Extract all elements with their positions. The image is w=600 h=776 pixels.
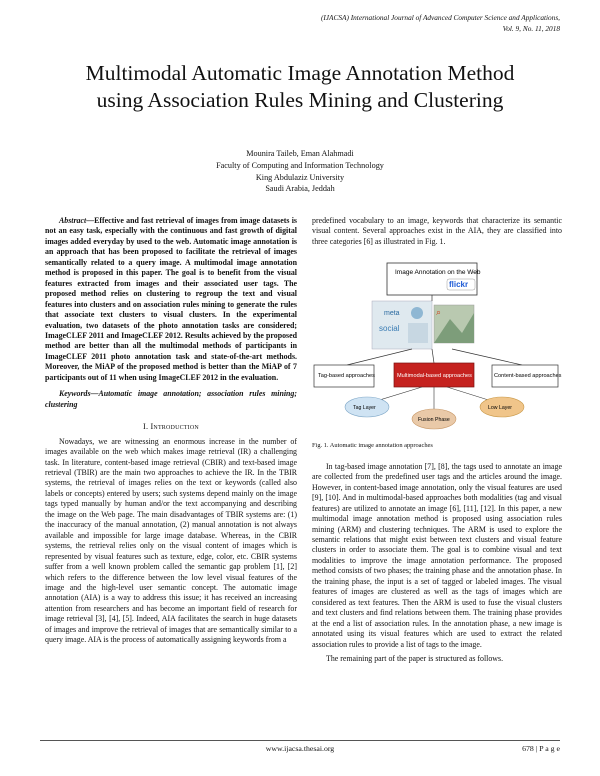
connector-left (347, 349, 412, 365)
page-number: 678 | P a g e (522, 744, 560, 753)
collage-photo (408, 323, 428, 343)
meta-word: meta (384, 310, 400, 318)
social-word: social (379, 324, 400, 334)
content-based-label: Content-based approaches (494, 373, 562, 380)
journal-volume: Vol. 9, No. 11, 2018 (502, 23, 560, 33)
section-number: I. (143, 422, 149, 432)
tag-layer-label: Tag Layer (353, 405, 376, 412)
collage-circle (411, 307, 423, 319)
figure-1 (312, 253, 562, 435)
flickr-logo: flickr (449, 280, 469, 290)
affiliation-line-3: Saudi Arabia, Jeddah (265, 184, 335, 194)
connector-center (432, 349, 434, 363)
search-glyph: ⌕ (436, 307, 442, 318)
figure-caption: Fig. 1. Automatic image annotation approaches (312, 442, 433, 450)
figure-1-diagram (312, 253, 562, 435)
intro-paragraph: Nowadays, we are witnessing an enormous increase in the number of images available on the web which makes image retrieval (IR) a challenging task. In literature, content-based image retrieval (CBIR) and text-based image retrieval (TBIR) are the main two approaches to achieve the IR. In the TBIR systems, the retrieval of images relies on the text or keywords (called also labels or concepts) entered by users; such systems depend mainly on the image tags typed manually by human and/or the text accompanying and describing the image on the Web page. The main disadvantages of TBIR systems are: (1) the inaccuracy of the manual annotation, (2) manual annotation is not always available and impossible for large image database. Whereas, in the CBIR systems, the retrieval relies only on the visual content of images which is represented by visual features such as texture, edge, color, etc. CBIR systems suffer from a well known problem called the semantic gap problem [1], [2] which refers to the difference between the low level visual features of the image and the high-level user semantic concept. The automatic image annotation (AIA) is a way to address this issue; it has received an increasing attention from researchers and has become an important field of research for image retrieval [3], [4], [5]. Indeed, AIA facilitates the search in huge datasets of images and improve the retrieval of images that are semantically similar to a query image. AIA is the process of automatically assigning keywords from a (45, 436, 297, 645)
abstract-label: Abstract (59, 216, 87, 225)
author-names: Mounira Taileb, Eman Alahmadi (246, 149, 354, 158)
paper-title (40, 60, 560, 114)
title-line-2: using Association Rules Mining and Clustering (96, 88, 504, 112)
section-title: Introduction (150, 422, 199, 432)
connector-right (452, 349, 522, 365)
multimodal-label: Multimodal-based approaches (397, 373, 472, 380)
fusion-label: Fusion Phase (418, 417, 450, 424)
left-column (45, 216, 297, 646)
keywords: Keywords—Automatic image annotation; association rules mining; clustering (45, 389, 297, 409)
journal-header (321, 13, 560, 34)
closing-paragraph: The remaining part of the paper is structured as follows. (326, 653, 504, 663)
title-line-1: Multimodal Automatic Image Annotation Method (85, 61, 515, 85)
continued-paragraph: predefined vocabulary to an image, keywords that characterize its semantic visual content. Several approaches exist in the AIA, they are classified into three categories [6] as illustrated in Fig. 1. (312, 216, 562, 246)
affiliation-line-1: Faculty of Computing and Information Technology (216, 160, 384, 170)
affiliation-line-2: King Abdulaziz University (255, 172, 345, 182)
tag-based-label: Tag-based approaches (318, 373, 375, 380)
author-block (0, 148, 600, 195)
body-paragraph: In tag-based image annotation [7], [8], the tags used to annotate an image are collected from the predefined user tags and the articles around the image. However, in content-based image annotation, only the visual features are used [9], [10]. And in multimodal-based approaches both modalities (tag and visual features) are utilized to annotate an image [6], [11], [12]. In this paper, a new multimodal image annotation method is proposed using association rules mining (ARM) and clustering techniques. The ARM is used to explore the semantic relations that might exist between text clusters and visual feature clusters in order to associate them. The goal is to combine visual and text modalities to improve the image annotation performance. The proposed method consists of two phases; the training phase and the annotation phase. In the training phase, the input is a set of tagged or labeled images. The visual features of images are clustered as well as the tags of images which are considered as text features. Then the ARM is used to fuse the visual clusters and text clusters and find relations between them. The training phase provides at the end a list of association rules. In the annotation phase, a new image is annotated using its visual features which are used to extract the related association rules to provide a list of tags to the image. (312, 461, 562, 649)
section-heading-introduction (45, 422, 297, 432)
abstract-text: —Effective and fast retrieval of images from image datasets is not an easy task, especially with the continuous and fast growth of digital images added everyday by used to the web. Automatic image annotation is an approach that has been proposed to facilitate the retrieval of images semantically related to a query image. A multimodal image annotation method is proposed in this paper. The goal is to benefit from the visual features extracted from images and their associated user tags. The proposed method relies on clustering to regroup the text and visual features into clusters and on association rules mining to generate the rules that associate text clusters to visual clusters. In the experimental evaluation, two datasets of the photo annotation tasks are considered; ImageCLEF 2011 and ImageCLEF 2012. Results achieved by the proposed method are better than all the multimodal methods of participants in ImageCLEF 2011 photo annotation task and state-of-the-art methods. Moreover, the MiAP of the proposed method is better than the MiAP of 7 participants out of 11 when using ImageCLEF 2012 in the evaluation. (45, 216, 297, 382)
low-layer-label: Low Layer (488, 405, 512, 412)
top-box-label: Image Annotation on the Web (395, 269, 481, 277)
right-column (312, 216, 562, 664)
journal-name: (IJACSA) International Journal of Advanced Computer Science and Applications, (320, 13, 560, 22)
footer-rule (40, 740, 560, 741)
abstract (45, 216, 297, 383)
footer-url: www.ijacsa.thesai.org (265, 744, 335, 753)
